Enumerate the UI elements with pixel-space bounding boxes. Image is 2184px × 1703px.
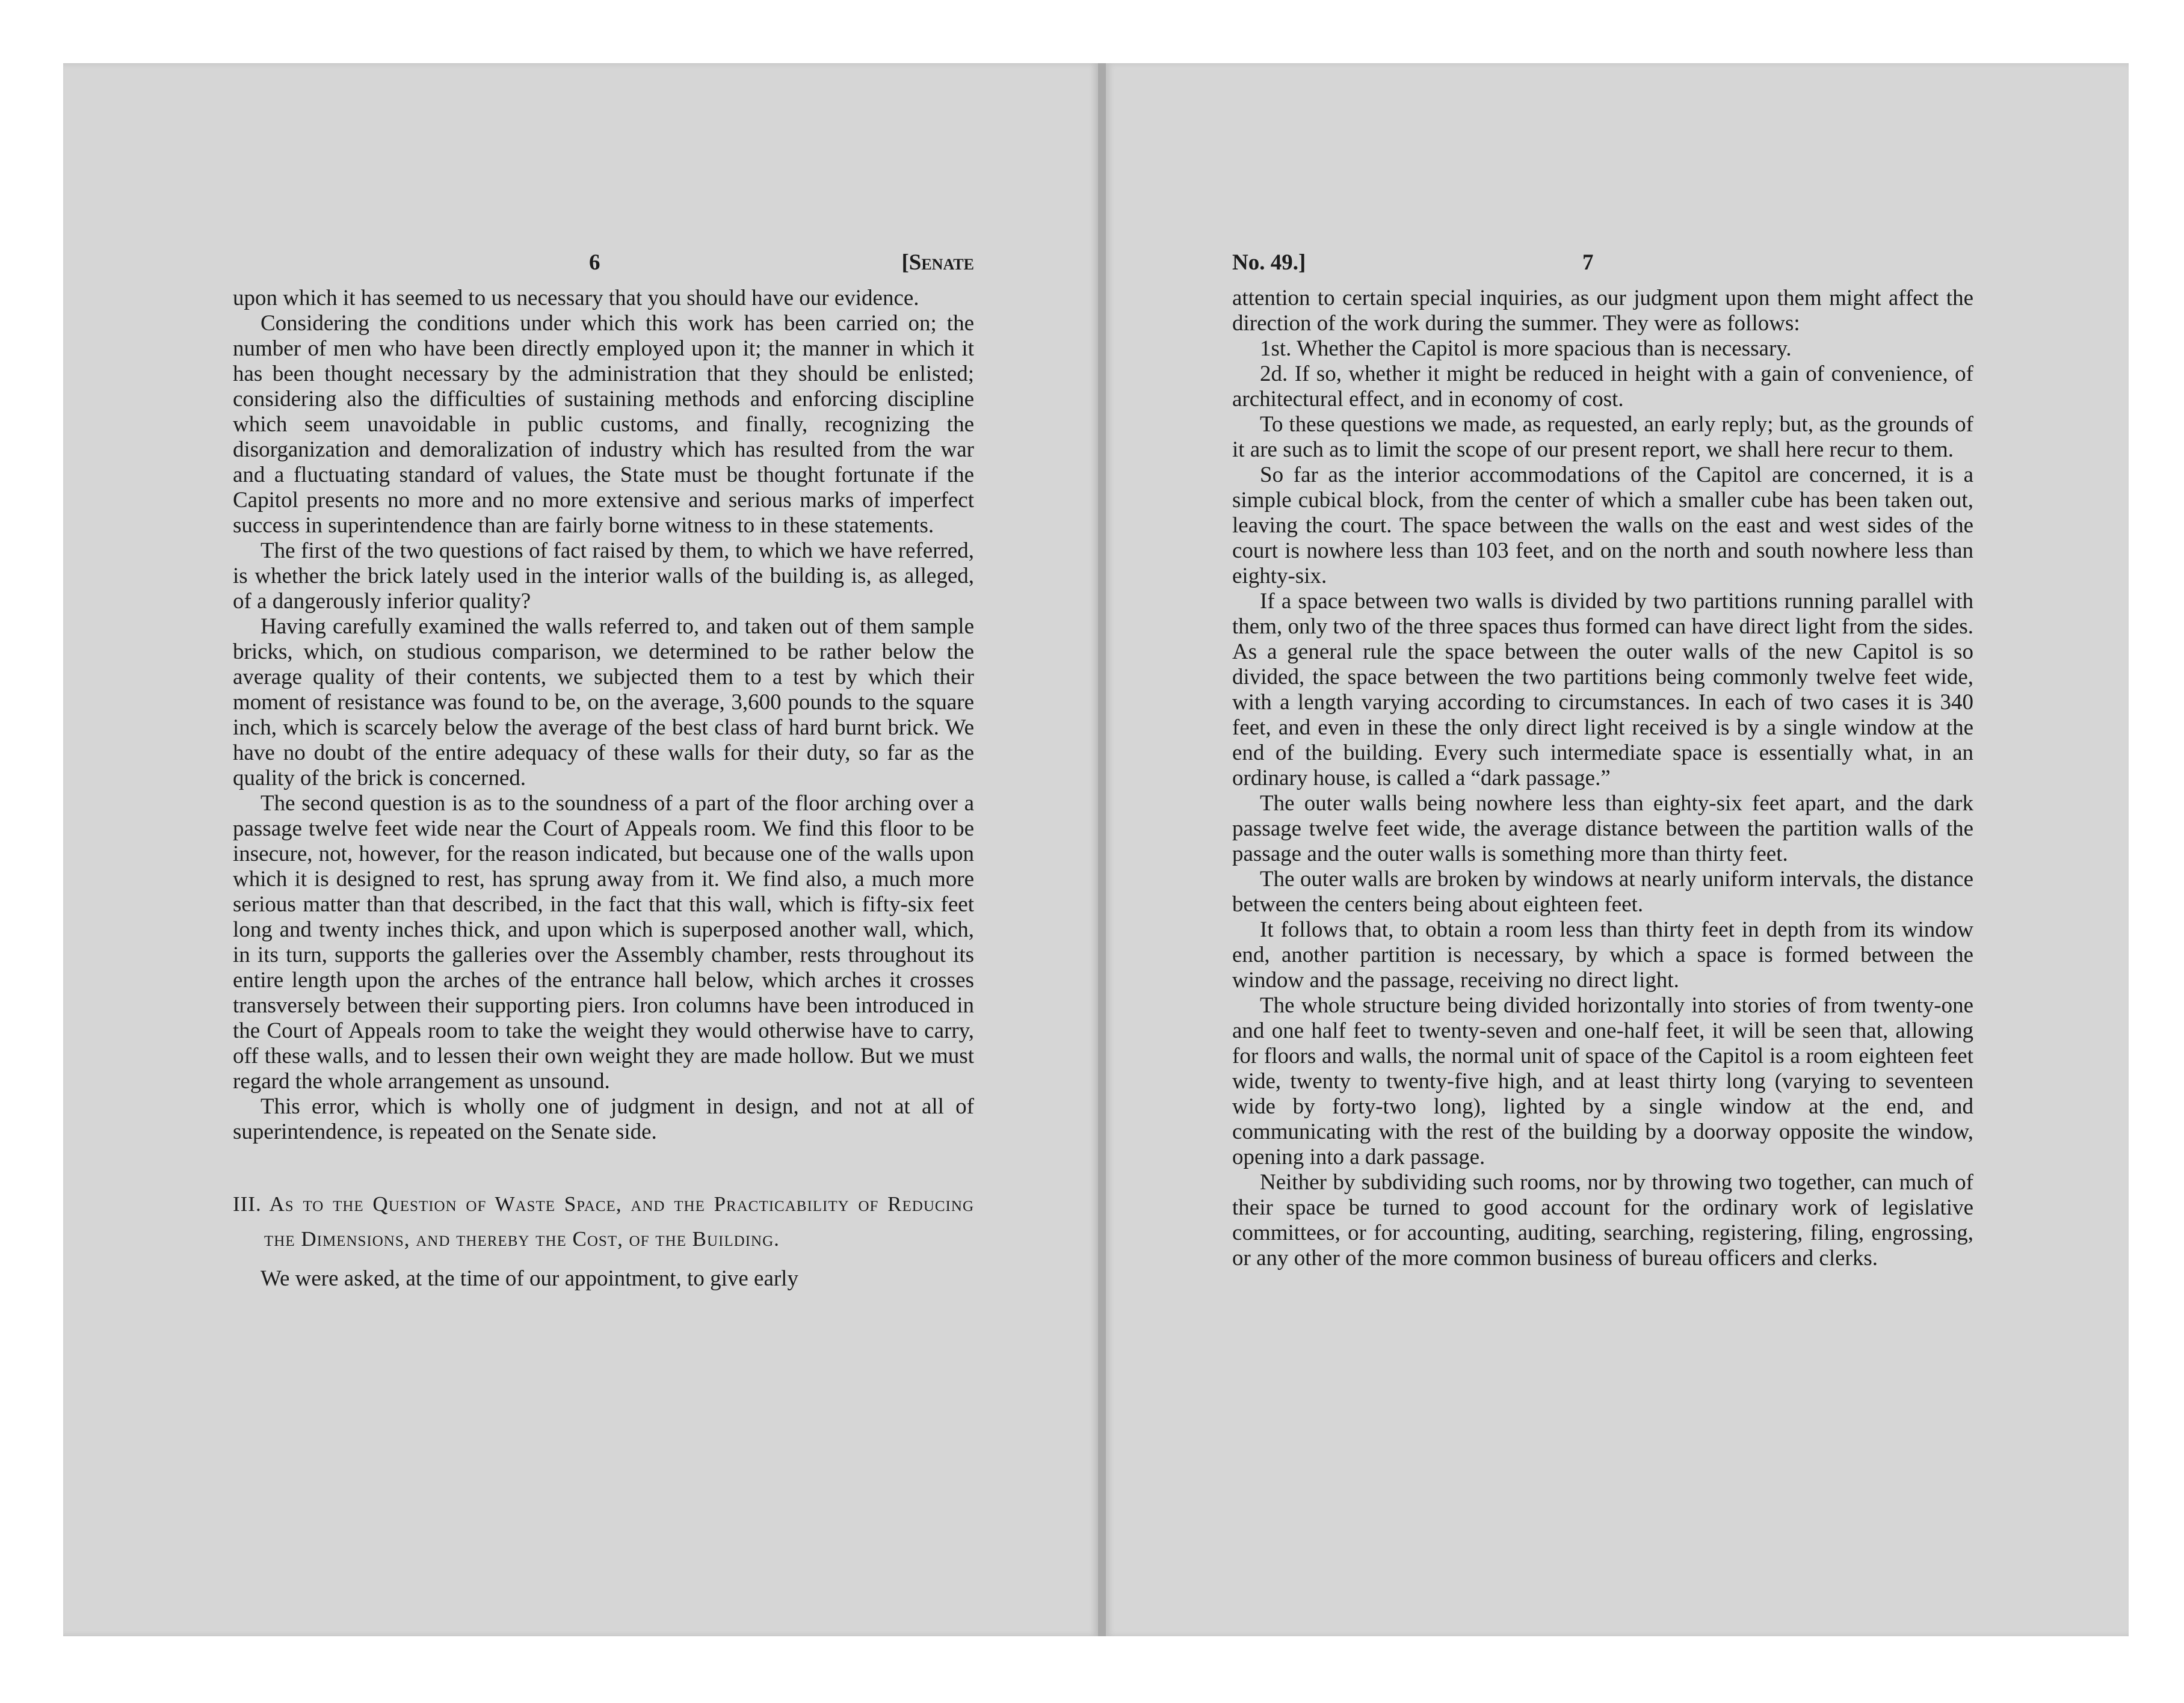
book-gutter [1098, 63, 1106, 1636]
right-paragraph-4: To these questions we made, as requested, an early reply; but, as the grounds of it are such as to limit the scope of our present report, we shall here recur to them. [1232, 412, 1973, 462]
right-paragraph-11: Neither by subdividing such rooms, nor by throwing two together, can much of their space be turned to good account for the ordinary work of legislative committees, or for accounting, auditing, searching, registering, filing, engrossing, or any other of the more common business of bureau officers and clerks. [1232, 1170, 1973, 1270]
right-paragraph-9: It follows that, to obtain a room less than thirty feet in depth from its window end, another partition is necessary, by which a space is formed between the window and the passage, receiving no direct light. [1232, 917, 1973, 993]
right-text-column [1232, 250, 1973, 1271]
left-page-number: 6 [589, 250, 600, 275]
left-text-column [233, 250, 974, 1292]
right-paragraph-6: If a space between two walls is divided by two partitions running parallel with them, only two of the three spaces thus formed can have direct light from the sides. As a general rule the space between the outer walls of the new Capitol is so divided, the space between the two partitions being commonly twelve feet wide, with a length varying according to circumstances. In each of two cases it is 340 feet, and even in these the only direct light received is by a single window at the end of the building. Every such intermediate space is essentially what, in an ordinary house, is called a “dark passage.” [1232, 589, 1973, 790]
left-paragraph-2: Considering the conditions under which this work has been carried on; the number of men who have been directly employed upon it; the manner in which it has been thought necessary by the administration that they should be enlisted; considering also the difficulties of sustaining methods and enforcing discipline which seem unavoidable in public customs, and finally, recognizing the disorganization and demoralization of industry which has resulted from the war and a fluctuating standard of values, the State must be thought fortunate if the Capitol presents no more and no more extensive and serious marks of imperfect success in superintendence than are fairly borne witness to in these statements. [233, 311, 974, 538]
section-heading: III. As to the Question of Waste Space, and the Practicability of Reducing the Dimensions, and thereby the Cost, of the Building. [233, 1192, 974, 1251]
left-paragraph-3: The first of the two questions of fact raised by them, to which we have referred, is whether the brick lately used in the interior walls of the building is, as alleged, of a dangerously inferior quality? [233, 538, 974, 614]
right-page-number: 7 [1582, 250, 1594, 275]
right-paragraph-5: So far as the interior accommodations of the Capitol are concerned, it is a simple cubical block, from the center of which a smaller cube has been taken out, leaving the court. The space between the walls on the east and west sides of the court is nowhere less than 103 feet, and on the north and south nowhere less than eighty-six. [1232, 463, 1973, 588]
left-paragraph-4: Having carefully examined the walls referred to, and taken out of them sample bricks, which, on studious comparison, we determined to be rather below the average quality of their contents, we subjected them to a test by which their moment of resistance was found to be, on the average, 3,600 pounds to the square inch, which is scarcely below the average of the best class of hard burnt brick. We have no doubt of the entire adequacy of these walls for their duty, so far as the quality of the brick is concerned. [233, 614, 974, 790]
right-paragraph-10: The whole structure being divided horizontally into stories of from twenty-one and one half feet to twenty-seven and one-half feet, it will be seen that, allowing for floors and walls, the normal unit of space of the Capitol is a room eighteen feet wide, twenty to twenty-five high, and at least thirty long (varying to seventeen wide by forty-two long), lighted by a single window at the end, and communicating with the rest of the building by a doorway opposite the window, opening into a dark passage. [1232, 993, 1973, 1169]
right-running-head: No. 49.] [1232, 250, 1306, 275]
left-closing-paragraph: We were asked, at the time of our appointment, to give early [261, 1266, 798, 1291]
right-paragraph-1: attention to certain special inquiries, as our judgment upon them might affect the direction of the work during the summer. They were as follows: [1232, 286, 1973, 336]
right-paragraph-2: 1st. Whether the Capitol is more spacious than is necessary. [1260, 336, 1792, 361]
right-paragraph-7: The outer walls being nowhere less than eighty-six feet apart, and the dark passage twelve feet wide, the average distance between the partition walls of the passage and the outer walls is something more than thirty feet. [1232, 791, 1973, 866]
right-page-header [1232, 250, 1973, 286]
left-running-head: [Senate [901, 250, 974, 275]
left-page [63, 63, 1098, 1636]
right-page [1106, 63, 2129, 1636]
right-paragraph-3: 2d. If so, whether it might be reduced in height with a gain of convenience, of architectural effect, and in economy of cost. [1232, 362, 1973, 411]
right-paragraph-8: The outer walls are broken by windows at nearly uniform intervals, the distance between the centers being about eighteen feet. [1232, 867, 1973, 917]
left-paragraph-5: The second question is as to the soundness of a part of the floor arching over a passage twelve feet wide near the Court of Appeals room. We find this floor to be insecure, not, however, for the reason indicated, but because one of the walls upon which it is designed to rest, has sprung away from it. We find also, a much more serious matter than that described, in the fact that this wall, which is fifty-six feet long and twenty inches thick, and upon which is superposed another wall, which, in its turn, supports the galleries over the Assembly chamber, rests throughout its entire length upon the arches of the entrance hall below, which arches it crosses transversely between their supporting piers. Iron columns have been introduced in the Court of Appeals room to take the weight they would otherwise have to carry, off these walls, and to lessen their own weight they are made hollow. But we must regard the whole arrangement as unsound. [233, 791, 974, 1094]
left-page-header [233, 250, 974, 286]
left-paragraph-6: This error, which is wholly one of judgment in design, and not at all of superintendence, is repeated on the Senate side. [233, 1094, 974, 1144]
left-paragraph-1: upon which it has seemed to us necessary that you should have our evidence. [233, 286, 919, 310]
